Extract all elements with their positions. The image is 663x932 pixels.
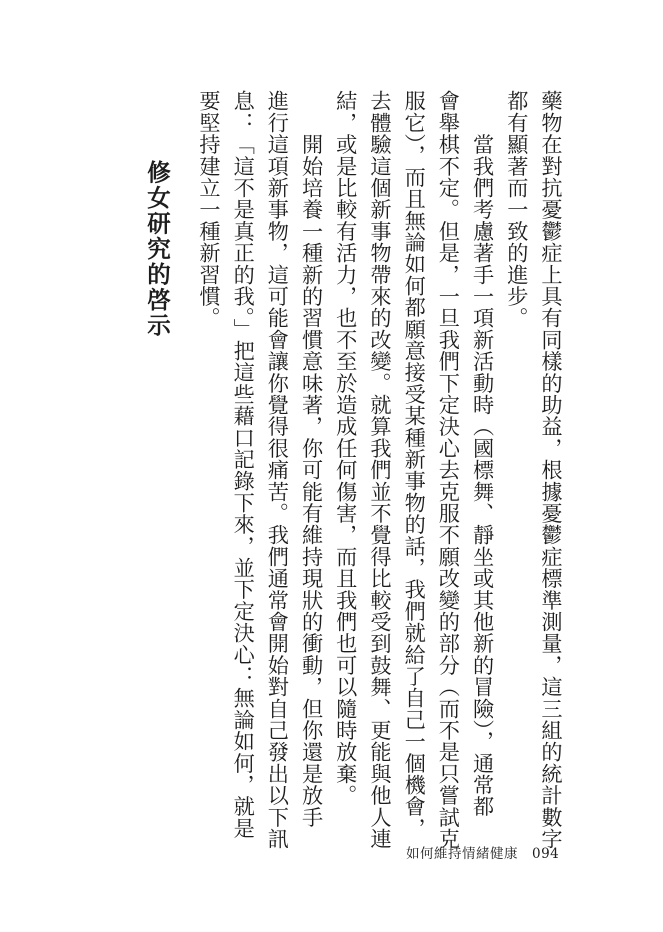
- text-line: 要堅持建立一種新習慣。: [196, 90, 222, 329]
- text-line: 結，或是比較有活力，也不至於造成任何傷害，而且我們也可以隨時放棄。: [333, 90, 359, 807]
- text-line: 都有顯著而一致的進步。: [504, 90, 530, 329]
- text-line: 開始培養一種新的習慣意味著，你可能有維持現狀的衝動，但你還是放手: [299, 90, 325, 828]
- text-line: 服它），而且無論如何都願意接受某種新事物的話，我們就給了自己一個機會，: [402, 90, 428, 839]
- text-line: 息：「這不是真正的我。」把這些藉口記錄下來，並下定決心：無論如何，就是: [231, 90, 257, 839]
- text-line: 會舉棋不定。但是，一旦我們下定決心去克服不願改變的部分（而不是只嘗試克: [436, 90, 462, 850]
- page-number: 094: [532, 846, 560, 862]
- body-text-column-block: [192, 90, 568, 850]
- chapter-heading: 修女研究的啓示: [143, 160, 171, 339]
- text-line: 藥物在對抗憂鬱症上具有同樣的助益，根據憂鬱症標準測量，這三組的統計數字: [539, 90, 564, 850]
- footer-book-title: 如何維持情緒健康: [406, 846, 518, 862]
- text-line: 進行這項新事物，這可能會讓你覺得很痛苦。我們通常會開始對自己發出以下訊: [265, 90, 291, 850]
- text-line: 當我們考慮著手一項新活動時（國標舞、靜坐或其他新的冒險），通常都: [470, 90, 496, 818]
- text-line: 去體驗這個新事物帶來的改變。就算我們並不覺得比較受到鼓舞、更能與他人連: [367, 90, 393, 850]
- running-footer: [406, 842, 559, 862]
